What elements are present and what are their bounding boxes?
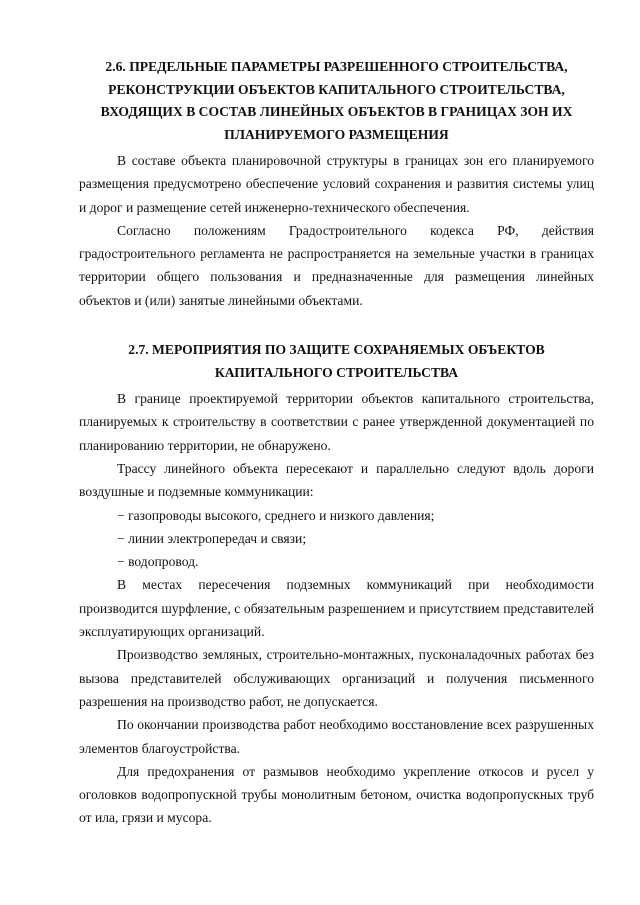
section-2-7-paragraph-5: По окончании производства работ необходимо восстановление всех разрушенных элементов благоустройства. (79, 717, 594, 756)
section-2-7-paragraph-4: Производство земляных, строительно-монтажных, пусконаладочных работах без вызова представителей обслуживающих организаций и получения письменного разрешения на производство работ, не допускается. (79, 647, 594, 709)
section-2-7-paragraph-2: Трассу линейного объекта пересекают и параллельно следуют вдоль дороги воздушные и подземные коммуникации: (79, 460, 594, 500)
spacer (79, 312, 594, 339)
list-item-gas-pipelines: − газопроводы высокого, среднего и низкого давления; (117, 507, 435, 523)
section-2-6-paragraph-1: В составе объекта планировочной структуры в границах зон его планируемого размещения предусмотрено обеспечение условий сохранения и развития системы улиц и дорог и размещение сетей инженерно-технического обеспечения. (79, 153, 594, 215)
section-2-6-heading: 2.6. ПРЕДЕЛЬНЫЕ ПАРАМЕТРЫ РАЗРЕШЕННОГО СТРОИТЕЛЬСТВА, РЕКОНСТРУКЦИИ ОБЪЕКТОВ КАПИТАЛЬНОГО СТРОИТЕЛЬСТВА, ВХОДЯЩИХ В СОСТАВ ЛИНЕЙНЫХ ОБЪЕКТОВ В ГРАНИЦАХ ЗОН ИХ ПЛАНИРУЕМОГО РАЗМЕЩЕНИЯ (100, 59, 573, 142)
list-item-power-lines: − линии электропередач и связи; (117, 530, 307, 546)
document-page (79, 56, 594, 830)
section-2-7-paragraph-1: В границе проектируемой территории объектов капитального строительства, планируемых к строительству в соответствии с ранее утвержденной документацией по планированию территории, не обнаружено. (79, 391, 594, 453)
section-2-6-paragraph-2: Согласно положениям Градостроительного кодекса РФ, действия градостроительного регламента не распространяется на земельные участки в границах территории общего пользования и предназначенные для размещения линейных объектов и (или) занятые линейными объектами. (79, 222, 594, 308)
section-2-7-paragraph-3: В местах пересечения подземных коммуникаций при необходимости производится шурфление, с обязательным разрешением и присутствием представителей эксплуатирующих организаций. (79, 577, 594, 640)
section-2-7-heading: 2.7. МЕРОПРИЯТИЯ ПО ЗАЩИТЕ СОХРАНЯЕМЫХ ОБЪЕКТОВ КАПИТАЛЬНОГО СТРОИТЕЛЬСТВА (128, 342, 545, 380)
list-item-water-pipe: − водопровод. (117, 554, 199, 570)
section-2-7-paragraph-6: Для предохранения от размывов необходимо укрепление откосов и русел у оголовков водопропускной трубы монолитным бетоном, очистка водопропускных труб от ила, грязи и мусора. (79, 763, 594, 826)
